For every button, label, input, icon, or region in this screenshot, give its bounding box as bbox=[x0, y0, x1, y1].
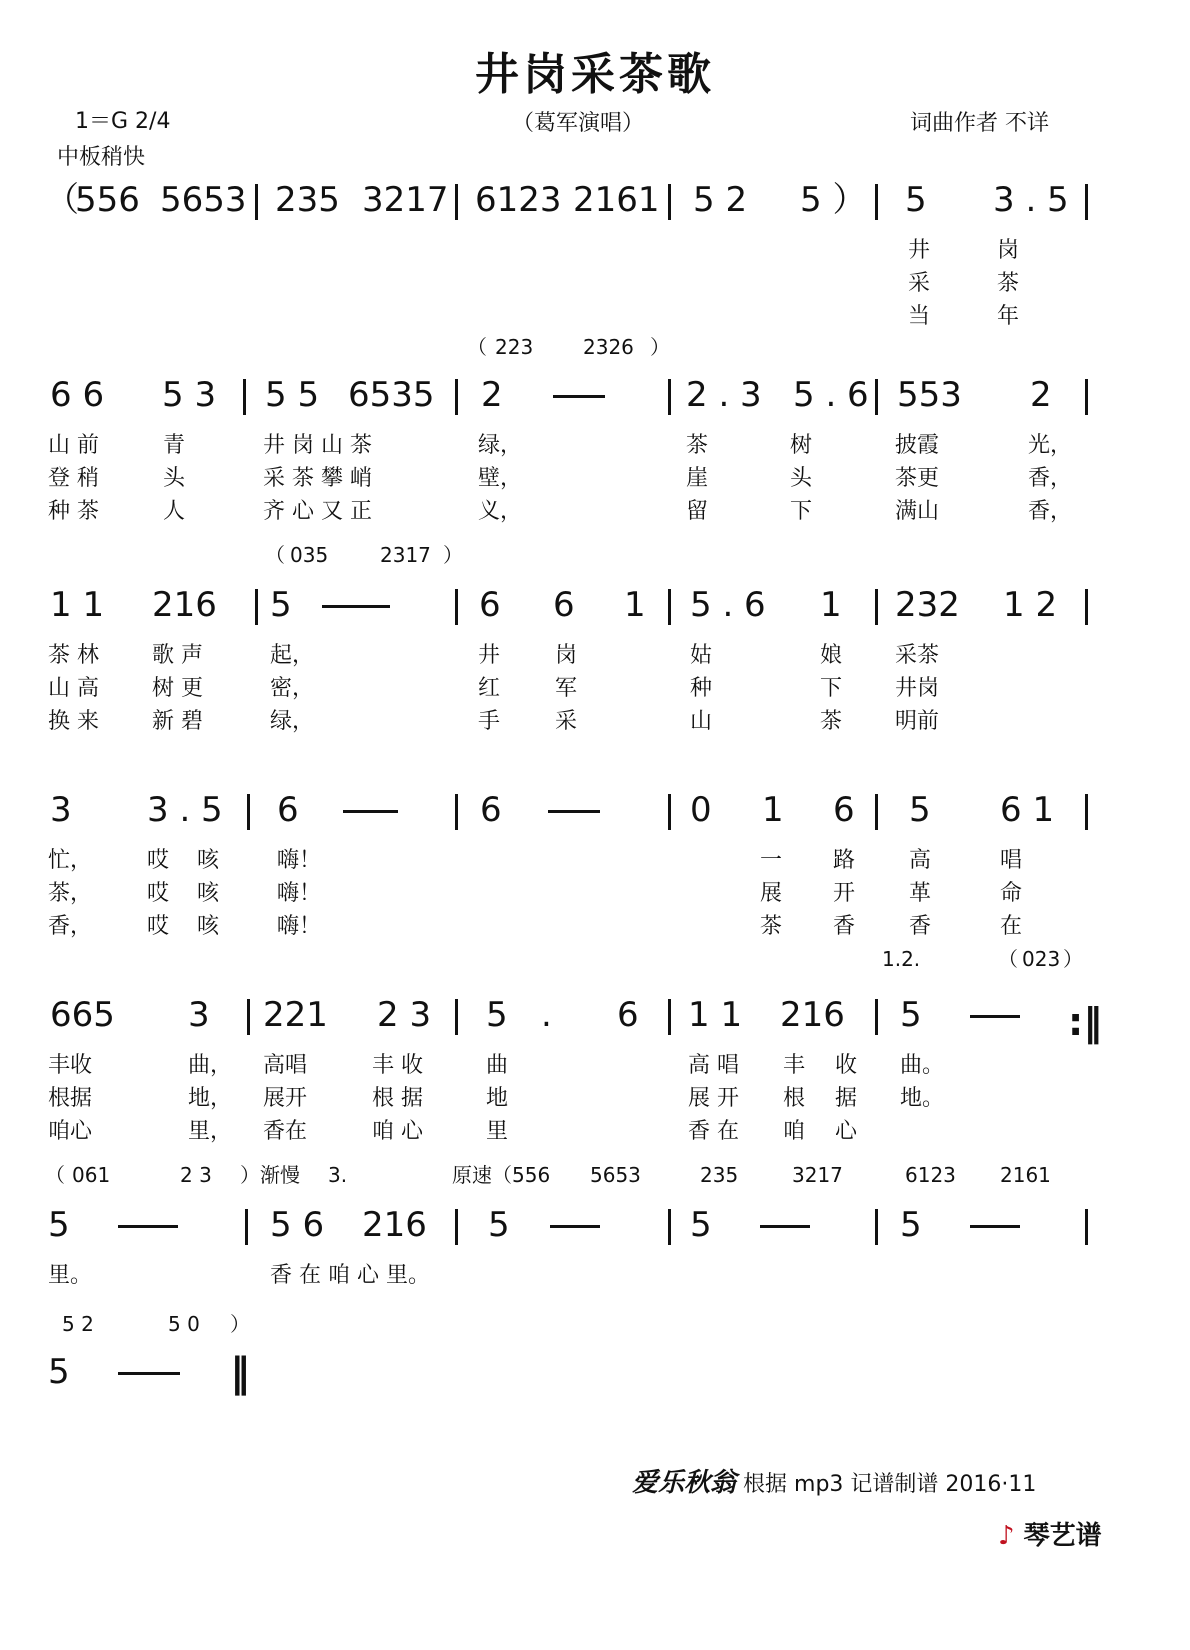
lyric: 地。 bbox=[900, 1086, 945, 1111]
lyric: 高唱 bbox=[263, 1053, 308, 1078]
sustain-dash bbox=[760, 1225, 810, 1228]
lyric: 崖 bbox=[686, 466, 709, 491]
lyric: 咳 bbox=[197, 848, 220, 873]
barline bbox=[1085, 184, 1088, 220]
note: 216 bbox=[152, 585, 217, 625]
lyric: 根 bbox=[783, 1086, 806, 1111]
sustain-dash bbox=[118, 1225, 178, 1228]
above-note: 3. bbox=[328, 1163, 348, 1187]
lyric: 展开 bbox=[263, 1086, 308, 1111]
barline bbox=[247, 999, 250, 1035]
above-note: ） bbox=[230, 1312, 250, 1336]
lyric: 在 bbox=[1000, 914, 1023, 939]
note: 6 bbox=[553, 585, 575, 625]
lyric: 香， bbox=[48, 914, 93, 939]
lyric: 根 据 bbox=[372, 1086, 423, 1111]
note: 5 bbox=[270, 585, 292, 625]
above-note: （ bbox=[265, 543, 285, 567]
above-note: 1.2. bbox=[882, 947, 921, 971]
barline bbox=[1085, 589, 1088, 625]
note: 1 1 bbox=[50, 585, 105, 625]
lyric: 登 稍 bbox=[48, 466, 99, 491]
barline bbox=[668, 794, 671, 830]
lyric: 年 bbox=[997, 304, 1020, 329]
lyric: 咱 心 bbox=[372, 1119, 423, 1144]
lyric: 军 bbox=[555, 676, 578, 701]
lyric: 茶更 bbox=[895, 466, 940, 491]
above-note: 5 2 bbox=[62, 1312, 94, 1336]
lyric: 树 bbox=[790, 433, 813, 458]
credit-text: 根据 mp3 记谱制谱 2016·11 bbox=[743, 1472, 1037, 1497]
lyric: 香 bbox=[909, 914, 932, 939]
above-note: 2326 bbox=[583, 335, 634, 359]
lyric: 山 前 bbox=[48, 433, 99, 458]
note: 5 bbox=[48, 1352, 70, 1392]
note: 5 bbox=[48, 1205, 70, 1245]
lyric: 香 bbox=[833, 914, 856, 939]
sustain-dash bbox=[548, 810, 600, 813]
lyric: 心 bbox=[835, 1119, 858, 1144]
note: 6 bbox=[480, 790, 502, 830]
note: 3 bbox=[188, 995, 210, 1035]
lyric: 井 bbox=[908, 238, 931, 263]
barline bbox=[247, 794, 250, 830]
note: 216 bbox=[362, 1205, 427, 1245]
note: 6 bbox=[833, 790, 855, 830]
note: 5 5 bbox=[265, 375, 320, 415]
page-title: 井岗采茶歌 bbox=[475, 49, 715, 100]
lyric: 开 bbox=[833, 881, 856, 906]
lyric: 头 bbox=[790, 466, 813, 491]
lyric: 姑 bbox=[690, 643, 713, 668]
barline bbox=[875, 184, 878, 220]
note: 216 bbox=[780, 995, 845, 1035]
lyric: 井 岗 山 茶 bbox=[263, 433, 372, 458]
note: 2 bbox=[1030, 375, 1052, 415]
key-signature: 1＝G 2/4 bbox=[75, 109, 171, 134]
lyric: 收 bbox=[835, 1053, 858, 1078]
lyric: 采 bbox=[908, 271, 931, 296]
lyric: 明前 bbox=[895, 709, 940, 734]
lyric: 丰收 bbox=[48, 1053, 93, 1078]
credit bbox=[632, 1462, 1036, 1499]
note: 665 bbox=[50, 995, 115, 1035]
lyric: 壁， bbox=[478, 466, 523, 491]
note: 5 ） bbox=[800, 180, 867, 220]
lyric: 人 bbox=[163, 499, 186, 524]
lyric: 香 在 咱 心 里。 bbox=[270, 1263, 430, 1288]
lyric: 丰 bbox=[783, 1053, 806, 1078]
lyric: 手 bbox=[478, 709, 501, 734]
lyric: 下 bbox=[820, 676, 843, 701]
note: 1 bbox=[762, 790, 784, 830]
above-note: 2 3 bbox=[180, 1163, 212, 1187]
lyric: 茶 林 bbox=[48, 643, 99, 668]
note: 3 . 5 bbox=[993, 180, 1069, 220]
lyric: 新 碧 bbox=[152, 709, 203, 734]
barline bbox=[668, 1209, 671, 1245]
note: 2 bbox=[481, 375, 503, 415]
note: 1 bbox=[820, 585, 842, 625]
sustain-dash bbox=[553, 395, 605, 398]
lyric: 香 在 bbox=[688, 1119, 739, 1144]
above-note: 223 bbox=[495, 335, 534, 359]
lyric: 换 来 bbox=[48, 709, 99, 734]
above-note: 235 bbox=[700, 1163, 739, 1187]
lyric: 树 更 bbox=[152, 676, 203, 701]
lyric: 展 开 bbox=[688, 1086, 739, 1111]
barline bbox=[455, 999, 458, 1035]
barline bbox=[875, 589, 878, 625]
lyric: 满山 bbox=[895, 499, 940, 524]
lyric: 茶 bbox=[820, 709, 843, 734]
lyric: 根据 bbox=[48, 1086, 93, 1111]
barline bbox=[455, 184, 458, 220]
sustain-dash bbox=[550, 1225, 600, 1228]
lyric: 岗 bbox=[997, 238, 1020, 263]
lyric: 嗨！ bbox=[277, 881, 322, 906]
note: 5 bbox=[909, 790, 931, 830]
note: 2 . 3 bbox=[686, 375, 762, 415]
lyric: 密， bbox=[270, 676, 315, 701]
note: 556 bbox=[75, 180, 140, 220]
note: 5 bbox=[900, 1205, 922, 1245]
barline bbox=[875, 794, 878, 830]
note: 5 bbox=[905, 180, 927, 220]
barline bbox=[875, 1209, 878, 1245]
above-note: 6123 bbox=[905, 1163, 956, 1187]
note: 3 . 5 bbox=[147, 790, 223, 830]
note: 2161 bbox=[573, 180, 660, 220]
barline bbox=[255, 184, 258, 220]
performer: （葛军演唱） bbox=[512, 111, 645, 136]
lyric: 光， bbox=[1028, 433, 1073, 458]
lyric: 香， bbox=[1028, 466, 1073, 491]
lyric: 据 bbox=[835, 1086, 858, 1111]
barline bbox=[668, 589, 671, 625]
note: 6535 bbox=[348, 375, 435, 415]
barline bbox=[1085, 794, 1088, 830]
barline bbox=[668, 999, 671, 1035]
lyric: 起， bbox=[270, 643, 315, 668]
barline bbox=[243, 379, 246, 415]
lyric: 井岗 bbox=[895, 676, 940, 701]
lyric: 里， bbox=[188, 1119, 233, 1144]
note: 553 bbox=[897, 375, 962, 415]
note: 5 6 bbox=[270, 1205, 325, 1245]
note: 5 . 6 bbox=[690, 585, 766, 625]
lyric: 绿， bbox=[478, 433, 523, 458]
lyric: 曲 bbox=[486, 1053, 509, 1078]
lyric: 种 茶 bbox=[48, 499, 99, 524]
sustain-dash bbox=[970, 1015, 1020, 1018]
lyric: 嗨！ bbox=[277, 848, 322, 873]
repeat-sign: :‖ bbox=[1068, 1000, 1103, 1044]
lyric: 地， bbox=[188, 1086, 233, 1111]
barline bbox=[245, 1209, 248, 1245]
lyric: 哎 bbox=[147, 914, 170, 939]
note: 3217 bbox=[362, 180, 449, 220]
above-note: ） bbox=[650, 335, 670, 359]
lyric: 下 bbox=[790, 499, 813, 524]
note: 5 2 bbox=[693, 180, 748, 220]
lyric: 革 bbox=[909, 881, 932, 906]
above-note: 023 bbox=[1022, 947, 1061, 971]
note: 5 bbox=[486, 995, 508, 1035]
lyric: 展 bbox=[760, 881, 783, 906]
above-note: ） bbox=[1063, 947, 1083, 971]
lyric: 青 bbox=[163, 433, 186, 458]
sustain-dash bbox=[322, 605, 390, 608]
note: 6 bbox=[277, 790, 299, 830]
lyric: 采 bbox=[555, 709, 578, 734]
lyric: 山 bbox=[690, 709, 713, 734]
logo-text: 琴艺谱 bbox=[1023, 1521, 1102, 1551]
above-note: 原速（556 bbox=[452, 1163, 551, 1187]
lyric: 命 bbox=[1000, 881, 1023, 906]
above-note: 2161 bbox=[1000, 1163, 1051, 1187]
credit-signature: 爱乐秋翁 bbox=[632, 1468, 737, 1498]
barline bbox=[455, 379, 458, 415]
lyric: 娘 bbox=[820, 643, 843, 668]
barline bbox=[875, 379, 878, 415]
lyric: 红 bbox=[478, 676, 501, 701]
author: 词曲作者 不详 bbox=[910, 111, 1049, 136]
final-barline: ‖ bbox=[230, 1350, 250, 1396]
barline bbox=[455, 1209, 458, 1245]
lyric: 绿， bbox=[270, 709, 315, 734]
lyric: 种 bbox=[690, 676, 713, 701]
note: 2 3 bbox=[377, 995, 432, 1035]
note: （ bbox=[45, 180, 79, 220]
above-note: ）渐慢 bbox=[240, 1163, 300, 1187]
note: 5653 bbox=[160, 180, 247, 220]
lyric: 香， bbox=[1028, 499, 1073, 524]
lyric: 采 茶 攀 峭 bbox=[263, 466, 372, 491]
above-note: （ bbox=[467, 335, 487, 359]
lyric: 留 bbox=[686, 499, 709, 524]
lyric: 义， bbox=[478, 499, 523, 524]
lyric: 采茶 bbox=[895, 643, 940, 668]
lyric: 歌 声 bbox=[152, 643, 203, 668]
lyric: 茶 bbox=[686, 433, 709, 458]
lyric: 咱 bbox=[783, 1119, 806, 1144]
lyric: 咱心 bbox=[48, 1119, 93, 1144]
lyric: 忙， bbox=[48, 848, 93, 873]
note: 1 1 bbox=[688, 995, 743, 1035]
note: 221 bbox=[263, 995, 328, 1035]
above-note: ） bbox=[443, 543, 463, 567]
barline bbox=[1085, 379, 1088, 415]
note: 5 bbox=[900, 995, 922, 1035]
barline bbox=[455, 794, 458, 830]
note: 3 bbox=[50, 790, 72, 830]
above-note: 5 0 bbox=[168, 1312, 200, 1336]
lyric: 茶 bbox=[760, 914, 783, 939]
lyric: 咳 bbox=[197, 881, 220, 906]
above-note: 3217 bbox=[792, 1163, 843, 1187]
above-note: 2317 bbox=[380, 543, 431, 567]
lyric: 齐 心 又 正 bbox=[263, 499, 372, 524]
lyric: 哎 bbox=[147, 848, 170, 873]
lyric: 嗨！ bbox=[277, 914, 322, 939]
note: 235 bbox=[275, 180, 340, 220]
lyric: 茶 bbox=[997, 271, 1020, 296]
note: 5 bbox=[690, 1205, 712, 1245]
above-note: （ bbox=[45, 1163, 65, 1187]
note: 5 . 6 bbox=[793, 375, 869, 415]
note: 0 bbox=[690, 790, 712, 830]
barline bbox=[1085, 1209, 1088, 1245]
above-note: 035 bbox=[290, 543, 329, 567]
barline bbox=[668, 379, 671, 415]
lyric: 曲。 bbox=[900, 1053, 945, 1078]
lyric: 山 高 bbox=[48, 676, 99, 701]
lyric: 地 bbox=[486, 1086, 509, 1111]
lyric: 哎 bbox=[147, 881, 170, 906]
tempo: 中板稍快 bbox=[57, 145, 146, 170]
lyric: 曲， bbox=[188, 1053, 233, 1078]
note: 6 6 bbox=[50, 375, 105, 415]
note: 6123 bbox=[475, 180, 562, 220]
note: 6 1 bbox=[1000, 790, 1055, 830]
lyric: 当 bbox=[908, 304, 931, 329]
barline bbox=[455, 589, 458, 625]
lyric: 丰 收 bbox=[372, 1053, 423, 1078]
logo-mark-icon: ♪ bbox=[998, 1521, 1015, 1551]
sustain-dash bbox=[343, 810, 398, 813]
above-note: 061 bbox=[72, 1163, 111, 1187]
lyric: 岗 bbox=[555, 643, 578, 668]
lyric: 井 bbox=[478, 643, 501, 668]
lyric: 高 唱 bbox=[688, 1053, 739, 1078]
note: 232 bbox=[895, 585, 960, 625]
note: 5 3 bbox=[162, 375, 217, 415]
lyric: 里 bbox=[486, 1119, 509, 1144]
above-note: 5653 bbox=[590, 1163, 641, 1187]
barline bbox=[875, 999, 878, 1035]
lyric: 唱 bbox=[1000, 848, 1023, 873]
lyric: 茶， bbox=[48, 881, 93, 906]
lyric: 里。 bbox=[48, 1263, 93, 1288]
sustain-dash bbox=[118, 1372, 180, 1375]
site-logo bbox=[998, 1515, 1102, 1552]
note: 6 bbox=[479, 585, 501, 625]
lyric: 香在 bbox=[263, 1119, 308, 1144]
note: 5 bbox=[488, 1205, 510, 1245]
barline bbox=[668, 184, 671, 220]
lyric: 一 bbox=[760, 848, 783, 873]
lyric: 披霞 bbox=[895, 433, 940, 458]
lyric: 头 bbox=[163, 466, 186, 491]
barline bbox=[255, 589, 258, 625]
note: 1 bbox=[624, 585, 646, 625]
note: . bbox=[541, 995, 552, 1035]
lyric: 路 bbox=[833, 848, 856, 873]
above-note: （ bbox=[998, 947, 1018, 971]
note: 1 2 bbox=[1003, 585, 1058, 625]
lyric: 高 bbox=[909, 848, 932, 873]
lyric: 咳 bbox=[197, 914, 220, 939]
sustain-dash bbox=[970, 1225, 1020, 1228]
note: 6 bbox=[617, 995, 639, 1035]
